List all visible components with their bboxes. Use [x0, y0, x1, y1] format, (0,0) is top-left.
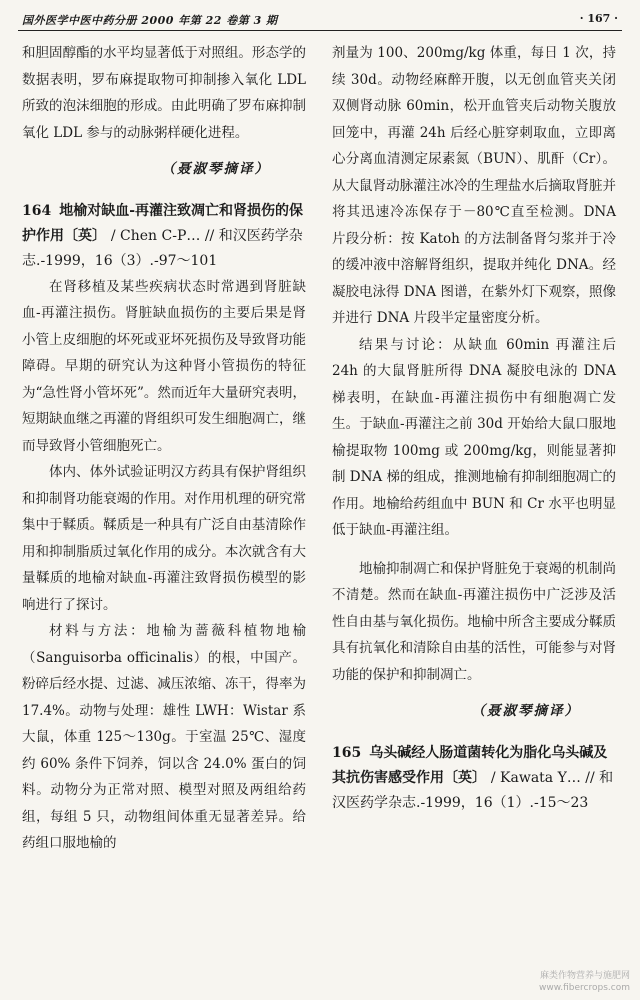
page-number: · 167 · — [579, 12, 618, 25]
right-column — [332, 40, 616, 816]
article-164-heading — [22, 199, 306, 274]
article-165-heading — [332, 741, 616, 816]
watermark-line: 麻类作物营养与施肥网 — [539, 971, 630, 981]
article-citation: / Chen C-P… // 和汉医药学杂志.-1999，16（3）.-97～101 — [22, 227, 303, 269]
body-paragraph: 体内、体外试验证明汉方药具有保护肾组织和抑制肾功能衰竭的作用。对作用机理的研究常集中于鞣质。鞣质是一种具有广泛自由基清除作用和抑制脂质过氧化作用的成分。本次就含有大量鞣质的地榆对缺血-再灌注致肾损伤模型的影响进行了探讨。 — [22, 464, 306, 613]
results-paragraph: 结果与讨论：从缺血 60min 再灌注后 24h 的大鼠肾脏所得 DNA 凝胶电泳的 DNA 梯表明，在缺血-再灌注损伤中有细胞凋亡发生。于缺血-再灌注之前 30d 开始给大鼠口服地榆提取物 100mg 或 200mg/kg，则能显著抑制 DNA 梯的组成，推测地榆有抑制细胞凋亡的作用。地榆给药组血中 BUN 和 Cr 水平也明显低于缺血-再灌注组。 — [332, 336, 616, 538]
discussion-paragraph: 地榆抑制凋亡和保护肾脏免于衰竭的机制尚不清楚。然而在缺血-再灌注损伤中广泛涉及活性自由基与氧化损伤。地榆中所含主要成分鞣质具有抗氧化和清除自由基的活性，可能参与对肾功能的保护和抑制凋亡。 — [332, 560, 616, 683]
body-paragraph: 在肾移植及某些疾病状态时常遇到肾脏缺血-再灌注损伤。肾脏缺血损伤的主要后果是肾小管上皮细胞的坏死或亚坏死损伤及导致肾功能障碍。早期的研究认为这种肾小管损伤的特征为“急性肾小管坏死”。然而近年大量研究表明，短期缺血继之再灌的肾组织可发生细胞凋亡，继而导致肾小管细胞死亡。 — [22, 278, 306, 454]
article-title: 乌头碱经人肠道菌转化为脂化乌头碱及其抗伤害感受作用〔英〕 — [332, 744, 608, 786]
translator-signature: （聂淑琴摘译） — [471, 703, 580, 719]
methods-continued-paragraph: 剂量为 100、200mg/kg 体重，每日 1 次，持续 30d。动物经麻醉开腹，以无创血管夹关闭双侧肾动脉 60min，松开血管夹后动物关腹放回笼中，再灌 24h 后经心脏穿刺取血，立即离心分离血清测定尿素氮（BUN）、肌酐（Cr）。从大鼠肾动脉灌注冰冷的生理盐水后摘取肾脏并将其迅速冷冻保存于－80℃直至检测。DNA 片段分析：按 Katoh 的方法制备肾匀浆并于冷的缓冲液中溶解肾组织，提取并纯化 DNA。经凝胶电泳得 DNA 图谱，在紫外灯下观察，照像并进行 DNA 片段半定量密度分析。 — [332, 45, 616, 326]
methods-paragraph: 材料与方法：地榆为蔷薇科植物地榆（Sanguisorba officinalis）的根，中国产。粉碎后经水提、过滤、减压浓缩、冻干，得率为 17.4%。动物与处理：雄性 LWH：Wistar 系大鼠，体重 125～130g。于室温 25℃、湿度约 60% 条件下饲养，饲以含 24.0% 蛋白的饲料。动物分为正常对照、模型对照及两组给药组，每组 5 只，动物组间体重无显著差异。给药组口服地榆的 — [22, 623, 306, 851]
journal-title: 国外医学中医中药分册 2000 年第 22 卷第 3 期 — [22, 14, 278, 27]
translator-signature: （聂淑琴摘译） — [161, 161, 270, 177]
article-title: 地榆对缺血-再灌注致凋亡和肾损伤的保护作用〔英〕 — [22, 202, 304, 244]
watermark-url: www.fibercrops.com — [539, 983, 630, 993]
article-citation: / Kawata Y… // 和汉医药学杂志.-1999，16（1）.-15～23 — [332, 769, 614, 811]
article-number: 165 — [332, 744, 362, 761]
article-number: 164 — [22, 202, 52, 219]
page-header — [18, 10, 622, 31]
left-column — [22, 40, 306, 857]
continued-paragraph: 和胆固醇酯的水平均显著低于对照组。形态学的数据表明，罗布麻提取物可抑制掺入氧化 LDL 所致的泡沫细胞的形成。由此明确了罗布麻抑制氧化 LDL 参与的动脉粥样硬化进程。 — [22, 45, 306, 141]
site-watermark — [539, 970, 630, 994]
